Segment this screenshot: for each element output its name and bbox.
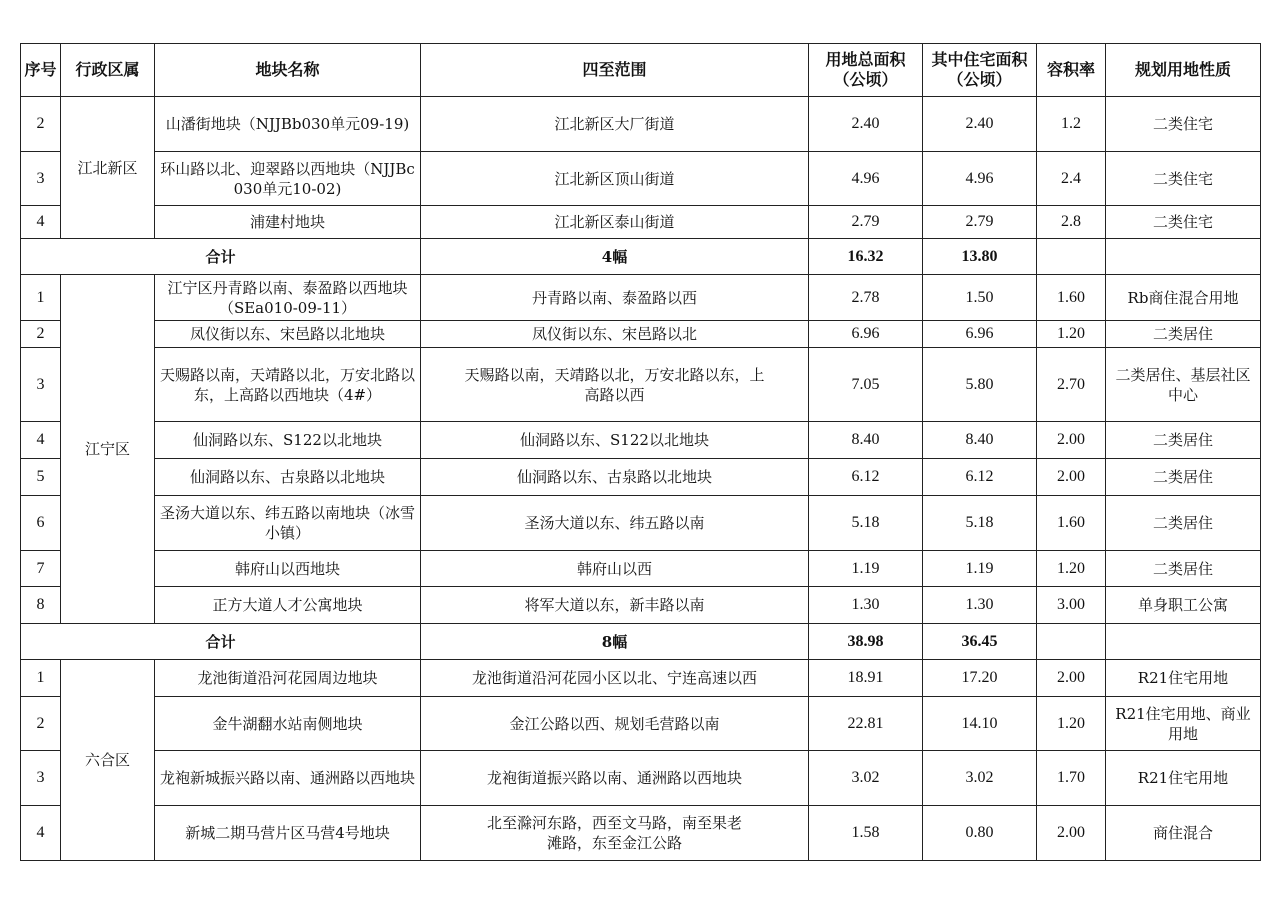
cell-name: 山潘街地块（NJJBb030单元09-19) xyxy=(155,97,421,152)
cell-res-area: 5.18 xyxy=(923,496,1037,551)
subtotal-total-area: 38.98 xyxy=(809,624,923,660)
table-row xyxy=(21,551,1261,587)
subtotal-count: 4幅 xyxy=(421,239,809,275)
cell-far: 3.00 xyxy=(1037,587,1106,624)
cell-name: 浦建村地块 xyxy=(155,206,421,239)
header-name: 地块名称 xyxy=(155,44,421,97)
header-row xyxy=(21,44,1261,97)
table-row xyxy=(21,697,1261,751)
cell-use: 二类住宅 xyxy=(1106,97,1261,152)
cell-boundary: 金江公路以西、规划毛营路以南 xyxy=(421,697,809,751)
cell-boundary: 北至滁河东路，西至文马路，南至果老滩路，东至金江公路 xyxy=(421,806,809,861)
cell-boundary: 韩府山以西 xyxy=(421,551,809,587)
cell-use: 二类居住、基层社区中心 xyxy=(1106,348,1261,422)
subtotal-count: 8幅 xyxy=(421,624,809,660)
cell-total-area: 1.30 xyxy=(809,587,923,624)
cell-name: 仙洞路以东、S122以北地块 xyxy=(155,422,421,459)
cell-boundary: 龙池街道沿河花园小区以北、宁连高速以西 xyxy=(421,660,809,697)
cell-res-area: 1.50 xyxy=(923,275,1037,321)
cell-district: 六合区 xyxy=(61,660,155,861)
cell-res-area: 5.80 xyxy=(923,348,1037,422)
cell-res-area: 2.79 xyxy=(923,206,1037,239)
cell-res-area: 6.96 xyxy=(923,321,1037,348)
subtotal-use-empty xyxy=(1106,239,1261,275)
table-row xyxy=(21,422,1261,459)
header-total-area: 用地总面积（公顷） xyxy=(809,44,923,97)
cell-total-area: 2.78 xyxy=(809,275,923,321)
cell-use: 二类居住 xyxy=(1106,496,1261,551)
cell-total-area: 6.96 xyxy=(809,321,923,348)
cell-use: 单身职工公寓 xyxy=(1106,587,1261,624)
table-row xyxy=(21,660,1261,697)
header-boundary: 四至范围 xyxy=(421,44,809,97)
cell-total-area: 2.79 xyxy=(809,206,923,239)
cell-seq: 2 xyxy=(21,97,61,152)
cell-district: 江北新区 xyxy=(61,97,155,239)
cell-total-area: 3.02 xyxy=(809,751,923,806)
cell-far: 1.60 xyxy=(1037,275,1106,321)
cell-seq: 8 xyxy=(21,587,61,624)
cell-seq: 4 xyxy=(21,422,61,459)
cell-boundary: 江北新区大厂街道 xyxy=(421,97,809,152)
cell-name: 龙池街道沿河花园周边地块 xyxy=(155,660,421,697)
cell-seq: 5 xyxy=(21,459,61,496)
cell-name: 新城二期马营片区马营4号地块 xyxy=(155,806,421,861)
table-row xyxy=(21,97,1261,152)
cell-total-area: 2.40 xyxy=(809,97,923,152)
subtotal-row xyxy=(21,624,1261,660)
cell-res-area: 1.30 xyxy=(923,587,1037,624)
cell-use: 二类居住 xyxy=(1106,459,1261,496)
table-row xyxy=(21,496,1261,551)
cell-use: Rb商住混合用地 xyxy=(1106,275,1261,321)
cell-name: 正方大道人才公寓地块 xyxy=(155,587,421,624)
cell-far: 2.00 xyxy=(1037,660,1106,697)
subtotal-res-area: 36.45 xyxy=(923,624,1037,660)
cell-boundary: 龙袍街道振兴路以南、通洲路以西地块 xyxy=(421,751,809,806)
cell-name: 金牛湖翻水站南侧地块 xyxy=(155,697,421,751)
cell-res-area: 1.19 xyxy=(923,551,1037,587)
cell-total-area: 6.12 xyxy=(809,459,923,496)
cell-total-area: 5.18 xyxy=(809,496,923,551)
cell-use: R21住宅用地 xyxy=(1106,751,1261,806)
cell-res-area: 14.10 xyxy=(923,697,1037,751)
cell-res-area: 17.20 xyxy=(923,660,1037,697)
cell-far: 2.00 xyxy=(1037,422,1106,459)
cell-name: 天赐路以南，天靖路以北，万安北路以东，上高路以西地块（4#） xyxy=(155,348,421,422)
subtotal-far-empty xyxy=(1037,239,1106,275)
table-row xyxy=(21,275,1261,321)
header-district: 行政区属 xyxy=(61,44,155,97)
cell-seq: 3 xyxy=(21,751,61,806)
cell-use: 二类居住 xyxy=(1106,321,1261,348)
table-row xyxy=(21,152,1261,206)
cell-name: 江宁区丹青路以南、泰盈路以西地块（SEa010-09-11） xyxy=(155,275,421,321)
header-far: 容积率 xyxy=(1037,44,1106,97)
cell-name: 环山路以北、迎翠路以西地块（NJJBc030单元10-02) xyxy=(155,152,421,206)
cell-boundary: 天赐路以南，天靖路以北，万安北路以东，上高路以西 xyxy=(421,348,809,422)
cell-seq: 1 xyxy=(21,275,61,321)
subtotal-label: 合计 xyxy=(21,624,421,660)
cell-far: 1.20 xyxy=(1037,697,1106,751)
cell-res-area: 4.96 xyxy=(923,152,1037,206)
table-row xyxy=(21,206,1261,239)
cell-seq: 7 xyxy=(21,551,61,587)
table-row xyxy=(21,806,1261,861)
cell-far: 1.2 xyxy=(1037,97,1106,152)
subtotal-far-empty xyxy=(1037,624,1106,660)
cell-boundary: 仙洞路以东、S122以北地块 xyxy=(421,422,809,459)
cell-total-area: 1.58 xyxy=(809,806,923,861)
cell-seq: 2 xyxy=(21,697,61,751)
cell-use: 二类居住 xyxy=(1106,551,1261,587)
cell-district: 江宁区 xyxy=(61,275,155,624)
table-row xyxy=(21,751,1261,806)
subtotal-res-area: 13.80 xyxy=(923,239,1037,275)
cell-use: 商住混合 xyxy=(1106,806,1261,861)
cell-total-area: 8.40 xyxy=(809,422,923,459)
cell-use: 二类居住 xyxy=(1106,422,1261,459)
cell-boundary: 将军大道以东，新丰路以南 xyxy=(421,587,809,624)
cell-far: 2.00 xyxy=(1037,459,1106,496)
cell-use: R21住宅用地 xyxy=(1106,660,1261,697)
cell-boundary: 江北新区泰山街道 xyxy=(421,206,809,239)
cell-total-area: 18.91 xyxy=(809,660,923,697)
subtotal-row xyxy=(21,239,1261,275)
cell-name: 凤仪街以东、宋邑路以北地块 xyxy=(155,321,421,348)
cell-total-area: 22.81 xyxy=(809,697,923,751)
cell-far: 1.20 xyxy=(1037,551,1106,587)
subtotal-label: 合计 xyxy=(21,239,421,275)
cell-boundary: 仙洞路以东、古泉路以北地块 xyxy=(421,459,809,496)
cell-res-area: 6.12 xyxy=(923,459,1037,496)
cell-name: 仙洞路以东、古泉路以北地块 xyxy=(155,459,421,496)
cell-boundary: 圣汤大道以东、纬五路以南 xyxy=(421,496,809,551)
cell-seq: 4 xyxy=(21,206,61,239)
cell-res-area: 0.80 xyxy=(923,806,1037,861)
header-use: 规划用地性质 xyxy=(1106,44,1261,97)
cell-total-area: 1.19 xyxy=(809,551,923,587)
cell-use: 二类住宅 xyxy=(1106,152,1261,206)
cell-seq: 2 xyxy=(21,321,61,348)
cell-seq: 1 xyxy=(21,660,61,697)
cell-res-area: 3.02 xyxy=(923,751,1037,806)
cell-res-area: 2.40 xyxy=(923,97,1037,152)
cell-far: 2.8 xyxy=(1037,206,1106,239)
cell-far: 1.20 xyxy=(1037,321,1106,348)
cell-total-area: 4.96 xyxy=(809,152,923,206)
subtotal-total-area: 16.32 xyxy=(809,239,923,275)
cell-use: 二类住宅 xyxy=(1106,206,1261,239)
cell-far: 1.60 xyxy=(1037,496,1106,551)
cell-boundary: 凤仪街以东、宋邑路以北 xyxy=(421,321,809,348)
cell-far: 2.00 xyxy=(1037,806,1106,861)
land-parcel-table xyxy=(20,43,1261,861)
cell-far: 1.70 xyxy=(1037,751,1106,806)
cell-use: R21住宅用地、商业用地 xyxy=(1106,697,1261,751)
cell-boundary: 丹青路以南、泰盈路以西 xyxy=(421,275,809,321)
header-res-area: 其中住宅面积（公顷） xyxy=(923,44,1037,97)
cell-seq: 3 xyxy=(21,152,61,206)
cell-name: 韩府山以西地块 xyxy=(155,551,421,587)
cell-far: 2.4 xyxy=(1037,152,1106,206)
header-seq: 序号 xyxy=(21,44,61,97)
cell-name: 龙袍新城振兴路以南、通洲路以西地块 xyxy=(155,751,421,806)
cell-seq: 4 xyxy=(21,806,61,861)
cell-boundary: 江北新区顶山街道 xyxy=(421,152,809,206)
cell-res-area: 8.40 xyxy=(923,422,1037,459)
cell-far: 2.70 xyxy=(1037,348,1106,422)
cell-total-area: 7.05 xyxy=(809,348,923,422)
cell-seq: 6 xyxy=(21,496,61,551)
table-row xyxy=(21,321,1261,348)
table-row xyxy=(21,459,1261,496)
cell-seq: 3 xyxy=(21,348,61,422)
subtotal-use-empty xyxy=(1106,624,1261,660)
table-row xyxy=(21,348,1261,422)
table-row xyxy=(21,587,1261,624)
cell-name: 圣汤大道以东、纬五路以南地块（冰雪小镇） xyxy=(155,496,421,551)
